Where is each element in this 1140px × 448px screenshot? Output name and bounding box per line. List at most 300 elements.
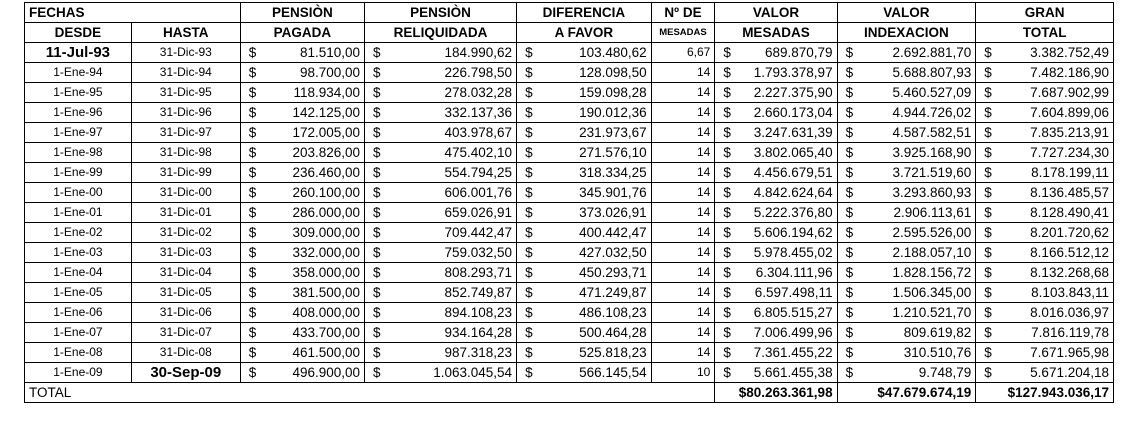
reliquidada-cell: [365, 63, 517, 83]
amount-value: 7.816.119,78: [1031, 325, 1109, 340]
desde-cell: 1-Ene-07: [25, 323, 132, 343]
amount-value: 260.100,00: [292, 185, 361, 200]
currency-symbol: $: [984, 325, 992, 340]
gran-total-cell: [976, 103, 1114, 123]
currency-symbol: $: [984, 305, 992, 320]
currency-symbol: $: [984, 245, 992, 260]
currency-symbol: $: [525, 305, 533, 320]
amount-value: 471.249,87: [579, 285, 647, 300]
hasta-cell: 31-Dic-07: [131, 323, 240, 343]
table-row: [25, 263, 1114, 283]
amount-value: 5.978.455,02: [753, 245, 833, 260]
pension-table-container: [24, 2, 1114, 403]
currency-symbol: $: [248, 85, 257, 100]
valor-mesadas-cell: [715, 63, 837, 83]
currency-symbol: $: [845, 205, 854, 220]
currency-symbol: $: [845, 185, 854, 200]
amount-value: 381.500,00: [292, 285, 361, 300]
pagada-cell: [240, 243, 364, 263]
gran-total-cell: [976, 283, 1114, 303]
reliquidada-cell: [365, 343, 517, 363]
currency-symbol: $: [373, 165, 381, 180]
currency-symbol: $: [723, 205, 731, 220]
hasta-cell: 31-Dic-98: [131, 143, 240, 163]
currency-symbol: $: [984, 365, 992, 380]
amount-value: 5.671.204,18: [1030, 365, 1109, 380]
amount-value: 5.460.527,09: [892, 85, 972, 100]
currency-symbol: $: [248, 165, 257, 180]
pagada-cell: [240, 223, 364, 243]
gran-total-cell: [976, 303, 1114, 323]
reliquidada-cell: [365, 243, 517, 263]
amount-value: 271.576,10: [579, 145, 647, 160]
amount-value: 128.098,50: [579, 65, 647, 80]
indexacion-cell: [837, 203, 976, 223]
amount-value: 808.293,71: [444, 265, 513, 280]
currency-symbol: $: [525, 345, 533, 360]
amount-value: 190.012,36: [579, 105, 647, 120]
currency-symbol: $: [373, 365, 381, 380]
amount-value: 659.026,91: [444, 205, 513, 220]
reliquidada-cell: [365, 143, 517, 163]
currency-symbol: $: [525, 185, 533, 200]
reliquidada-cell: [365, 303, 517, 323]
header-pagada: PAGADA: [240, 23, 364, 43]
amount-value: 278.032,28: [444, 85, 513, 100]
header-valor-mesadas-1: VALOR: [715, 3, 837, 23]
currency-symbol: $: [723, 125, 731, 140]
currency-symbol: $: [373, 125, 381, 140]
table-row: [25, 63, 1114, 83]
currency-symbol: $: [373, 45, 381, 60]
currency-symbol: $: [723, 65, 731, 80]
amount-value: 8.132.268,68: [1030, 265, 1109, 280]
header-indexacion: INDEXACION: [837, 23, 976, 43]
amount-value: 689.870,79: [765, 45, 833, 60]
mesadas-count-cell: 14: [651, 323, 715, 343]
reliquidada-cell: [365, 363, 517, 383]
reliquidada-cell: [365, 183, 517, 203]
hasta-cell: 31-Dic-93: [131, 43, 240, 63]
currency-symbol: $: [248, 245, 257, 260]
mesadas-count-cell: 14: [651, 343, 715, 363]
header-diferencia: DIFERENCIA: [517, 3, 652, 23]
header-mesadas: MESADAS: [715, 23, 837, 43]
amount-value: 310.510,76: [903, 345, 972, 360]
currency-symbol: $: [723, 365, 731, 380]
gran-total-cell: [976, 243, 1114, 263]
diferencia-cell: [517, 263, 652, 283]
amount-value: 6.597.498,11: [754, 285, 833, 300]
amount-value: 318.334,25: [579, 165, 647, 180]
currency-symbol: $: [845, 225, 854, 240]
hasta-cell: 31-Dic-01: [131, 203, 240, 223]
desde-cell: 1-Ene-04: [25, 263, 132, 283]
diferencia-cell: [517, 303, 652, 323]
indexacion-cell: [837, 343, 976, 363]
pagada-cell: [240, 263, 364, 283]
amount-value: 400.442,47: [579, 225, 647, 240]
diferencia-cell: [517, 203, 652, 223]
currency-symbol: $: [845, 65, 854, 80]
table-row: [25, 283, 1114, 303]
currency-symbol: $: [525, 165, 533, 180]
amount-value: 81.510,00: [299, 45, 361, 60]
currency-symbol: $: [525, 265, 533, 280]
desde-cell: 1-Ene-03: [25, 243, 132, 263]
currency-symbol: $: [723, 285, 731, 300]
header-reliquidada: RELIQUIDADA: [365, 23, 517, 43]
valor-mesadas-cell: [715, 343, 837, 363]
gran-total-cell: [976, 363, 1114, 383]
valor-mesadas-cell: [715, 183, 837, 203]
currency-symbol: $: [373, 245, 381, 260]
diferencia-cell: [517, 223, 652, 243]
header-no-de: Nº DE: [651, 3, 715, 23]
pagada-cell: [240, 183, 364, 203]
hasta-cell: 31-Dic-06: [131, 303, 240, 323]
amount-value: 3.247.631,39: [753, 125, 833, 140]
amount-value: 103.480,62: [579, 45, 647, 60]
currency-symbol: $: [723, 165, 731, 180]
indexacion-cell: [837, 183, 976, 203]
header-row-1: [25, 3, 1114, 23]
currency-symbol: $: [984, 205, 992, 220]
valor-mesadas-cell: [715, 363, 837, 383]
indexacion-cell: [837, 363, 976, 383]
currency-symbol: $: [373, 265, 381, 280]
pagada-cell: [240, 203, 364, 223]
diferencia-cell: [517, 63, 652, 83]
table-row: [25, 163, 1114, 183]
currency-symbol: $: [373, 325, 381, 340]
header-desde: DESDE: [25, 23, 132, 43]
amount-value: 5.606.194,62: [753, 225, 833, 240]
amount-value: 2.188.057,10: [892, 245, 972, 260]
diferencia-cell: [517, 163, 652, 183]
amount-value: 7.835.213,91: [1030, 125, 1109, 140]
reliquidada-cell: [365, 123, 517, 143]
mesadas-count-cell: 14: [651, 83, 715, 103]
indexacion-cell: [837, 303, 976, 323]
valor-mesadas-cell: [715, 163, 837, 183]
currency-symbol: $: [984, 265, 992, 280]
amount-value: 7.482.186,90: [1030, 65, 1109, 80]
currency-symbol: $: [525, 105, 533, 120]
amount-value: 566.145,54: [579, 365, 647, 380]
desde-cell: 1-Ene-98: [25, 143, 132, 163]
amount-value: 358.000,00: [292, 265, 361, 280]
table-row: [25, 43, 1114, 63]
desde-cell: 11-Jul-93: [25, 43, 132, 63]
currency-symbol: $: [845, 365, 854, 380]
totals-label: TOTAL: [25, 383, 715, 403]
currency-symbol: $: [525, 125, 533, 140]
header-pension-pagada-1: PENSIÒN: [240, 3, 364, 23]
pagada-cell: [240, 63, 364, 83]
valor-mesadas-cell: [715, 203, 837, 223]
amount-value: 172.005,00: [292, 125, 361, 140]
mesadas-count-cell: 14: [651, 243, 715, 263]
amount-value: 4.842.624,64: [753, 185, 833, 200]
amount-value: 461.500,00: [292, 345, 361, 360]
reliquidada-cell: [365, 323, 517, 343]
amount-value: 486.108,23: [579, 305, 647, 320]
amount-value: 159.098,28: [579, 85, 647, 100]
amount-value: 450.293,71: [579, 265, 647, 280]
gran-total-cell: [976, 343, 1114, 363]
amount-value: 309.000,00: [292, 225, 361, 240]
header-gran: GRAN: [976, 3, 1114, 23]
valor-mesadas-cell: [715, 223, 837, 243]
currency-symbol: $: [248, 225, 257, 240]
currency-symbol: $: [723, 265, 731, 280]
amount-value: 554.794,25: [444, 165, 513, 180]
currency-symbol: $: [248, 305, 257, 320]
currency-symbol: $: [373, 285, 381, 300]
hasta-cell: 30-Sep-09: [131, 363, 240, 383]
amount-value: 525.818,23: [579, 345, 647, 360]
currency-symbol: $: [984, 145, 992, 160]
amount-value: 1.793.378,97: [753, 65, 833, 80]
currency-symbol: $: [845, 305, 854, 320]
hasta-cell: 31-Dic-03: [131, 243, 240, 263]
indexacion-cell: [837, 63, 976, 83]
diferencia-cell: [517, 363, 652, 383]
amount-value: 433.700,00: [292, 325, 361, 340]
amount-value: 1.828.156,72: [892, 265, 972, 280]
currency-symbol: $: [723, 305, 731, 320]
table-row: [25, 123, 1114, 143]
amount-value: 987.318,23: [444, 345, 513, 360]
currency-symbol: $: [723, 245, 731, 260]
amount-value: 709.442,47: [444, 225, 513, 240]
currency-symbol: $: [373, 85, 381, 100]
header-pension-reliquidada-1: PENSIÒN: [365, 3, 517, 23]
currency-symbol: $: [248, 105, 257, 120]
amount-value: 142.125,00: [292, 105, 361, 120]
mesadas-count-cell: 14: [651, 303, 715, 323]
currency-symbol: $: [373, 105, 381, 120]
currency-symbol: $: [845, 345, 854, 360]
table-row: [25, 183, 1114, 203]
indexacion-cell: [837, 263, 976, 283]
header-valor-indexacion-1: VALOR: [837, 3, 976, 23]
hasta-cell: 31-Dic-96: [131, 103, 240, 123]
amount-value: 8.103.843,11: [1031, 285, 1109, 300]
amount-value: 6.805.515,27: [753, 305, 833, 320]
totals-valor-mesadas: $80.263.361,98: [715, 383, 837, 403]
table-row: [25, 223, 1114, 243]
table-row: [25, 303, 1114, 323]
valor-mesadas-cell: [715, 303, 837, 323]
currency-symbol: $: [525, 145, 533, 160]
currency-symbol: $: [248, 185, 257, 200]
hasta-cell: 31-Dic-99: [131, 163, 240, 183]
currency-symbol: $: [373, 205, 381, 220]
hasta-cell: 31-Dic-00: [131, 183, 240, 203]
amount-value: 809.619,82: [903, 325, 972, 340]
amount-value: 3.721.519,60: [892, 165, 972, 180]
amount-value: 226.798,50: [444, 65, 513, 80]
currency-symbol: $: [373, 185, 381, 200]
gran-total-cell: [976, 63, 1114, 83]
indexacion-cell: [837, 223, 976, 243]
indexacion-cell: [837, 163, 976, 183]
desde-cell: 1-Ene-94: [25, 63, 132, 83]
amount-value: 759.032,50: [444, 245, 513, 260]
diferencia-cell: [517, 283, 652, 303]
currency-symbol: $: [525, 285, 533, 300]
currency-symbol: $: [845, 325, 854, 340]
valor-mesadas-cell: [715, 103, 837, 123]
pagada-cell: [240, 163, 364, 183]
pagada-cell: [240, 143, 364, 163]
currency-symbol: $: [525, 325, 533, 340]
reliquidada-cell: [365, 43, 517, 63]
currency-symbol: $: [723, 345, 731, 360]
currency-symbol: $: [373, 145, 381, 160]
currency-symbol: $: [373, 345, 381, 360]
hasta-cell: 31-Dic-94: [131, 63, 240, 83]
amount-value: 2.692.881,70: [892, 45, 972, 60]
gran-total-cell: [976, 83, 1114, 103]
table-row: [25, 323, 1114, 343]
gran-total-cell: [976, 123, 1114, 143]
amount-value: 8.016.036,97: [1030, 305, 1109, 320]
mesadas-count-cell: 14: [651, 63, 715, 83]
amount-value: 8.201.720,62: [1030, 225, 1109, 240]
mesadas-count-cell: 14: [651, 283, 715, 303]
currency-symbol: $: [723, 105, 731, 120]
currency-symbol: $: [984, 185, 992, 200]
amount-value: 184.990,62: [444, 45, 513, 60]
currency-symbol: $: [723, 225, 731, 240]
currency-symbol: $: [248, 285, 257, 300]
currency-symbol: $: [248, 65, 257, 80]
table-row: [25, 83, 1114, 103]
amount-value: 9.748,79: [918, 365, 972, 380]
currency-symbol: $: [984, 45, 992, 60]
currency-symbol: $: [984, 165, 992, 180]
amount-value: 6.304.111,96: [755, 265, 833, 280]
currency-symbol: $: [525, 365, 533, 380]
pension-table: [24, 2, 1114, 403]
amount-value: 5.661.455,38: [753, 365, 833, 380]
gran-total-cell: [976, 43, 1114, 63]
currency-symbol: $: [723, 325, 731, 340]
valor-mesadas-cell: [715, 123, 837, 143]
reliquidada-cell: [365, 283, 517, 303]
indexacion-cell: [837, 123, 976, 143]
desde-cell: 1-Ene-06: [25, 303, 132, 323]
reliquidada-cell: [365, 103, 517, 123]
totals-row: [25, 383, 1114, 403]
desde-cell: 1-Ene-00: [25, 183, 132, 203]
amount-value: 7.361.455,22: [753, 345, 833, 360]
diferencia-cell: [517, 343, 652, 363]
amount-value: 1.506.345,00: [892, 285, 972, 300]
amount-value: 8.136.485,57: [1030, 185, 1109, 200]
amount-value: 8.128.490,41: [1030, 205, 1109, 220]
amount-value: 475.402,10: [444, 145, 513, 160]
gran-total-cell: [976, 323, 1114, 343]
valor-mesadas-cell: [715, 143, 837, 163]
amount-value: 5.688.807,93: [892, 65, 972, 80]
currency-symbol: $: [248, 145, 257, 160]
amount-value: 7.604.899,06: [1030, 105, 1109, 120]
gran-total-cell: [976, 263, 1114, 283]
hasta-cell: 31-Dic-08: [131, 343, 240, 363]
currency-symbol: $: [373, 225, 381, 240]
table-row: [25, 363, 1114, 383]
currency-symbol: $: [845, 165, 854, 180]
indexacion-cell: [837, 323, 976, 343]
currency-symbol: $: [723, 145, 731, 160]
currency-symbol: $: [984, 225, 992, 240]
currency-symbol: $: [373, 65, 381, 80]
amount-value: 7.727.234,30: [1030, 145, 1109, 160]
currency-symbol: $: [525, 85, 533, 100]
currency-symbol: $: [984, 285, 992, 300]
valor-mesadas-cell: [715, 243, 837, 263]
amount-value: 408.000,00: [292, 305, 361, 320]
table-row: [25, 343, 1114, 363]
diferencia-cell: [517, 143, 652, 163]
desde-cell: 1-Ene-97: [25, 123, 132, 143]
indexacion-cell: [837, 43, 976, 63]
currency-symbol: $: [248, 265, 257, 280]
currency-symbol: $: [845, 265, 854, 280]
currency-symbol: $: [845, 105, 854, 120]
header-row-2: [25, 23, 1114, 43]
currency-symbol: $: [845, 245, 854, 260]
pagada-cell: [240, 283, 364, 303]
mesadas-count-cell: 14: [651, 163, 715, 183]
desde-cell: 1-Ene-99: [25, 163, 132, 183]
mesadas-count-cell: 14: [651, 183, 715, 203]
amount-value: 4.944.726,02: [892, 105, 972, 120]
table-row: [25, 143, 1114, 163]
currency-symbol: $: [525, 245, 533, 260]
desde-cell: 1-Ene-09: [25, 363, 132, 383]
hasta-cell: 31-Dic-97: [131, 123, 240, 143]
gran-total-cell: [976, 143, 1114, 163]
currency-symbol: $: [984, 65, 992, 80]
amount-value: 118.934,00: [293, 85, 361, 100]
diferencia-cell: [517, 43, 652, 63]
gran-total-cell: [976, 203, 1114, 223]
valor-mesadas-cell: [715, 83, 837, 103]
amount-value: 7.006.499,96: [753, 325, 833, 340]
amount-value: 286.000,00: [292, 205, 361, 220]
currency-symbol: $: [525, 45, 533, 60]
amount-value: 2.595.526,00: [892, 225, 972, 240]
desde-cell: 1-Ene-01: [25, 203, 132, 223]
currency-symbol: $: [248, 365, 257, 380]
table-row: [25, 243, 1114, 263]
amount-value: 4.587.582,51: [892, 125, 972, 140]
amount-value: 3.293.860,93: [892, 185, 972, 200]
desde-cell: 1-Ene-96: [25, 103, 132, 123]
header-fechas: FECHAS: [25, 3, 241, 23]
amount-value: 500.464,28: [579, 325, 647, 340]
currency-symbol: $: [845, 45, 854, 60]
hasta-cell: 31-Dic-04: [131, 263, 240, 283]
gran-total-cell: [976, 163, 1114, 183]
hasta-cell: 31-Dic-95: [131, 83, 240, 103]
table-row: [25, 203, 1114, 223]
